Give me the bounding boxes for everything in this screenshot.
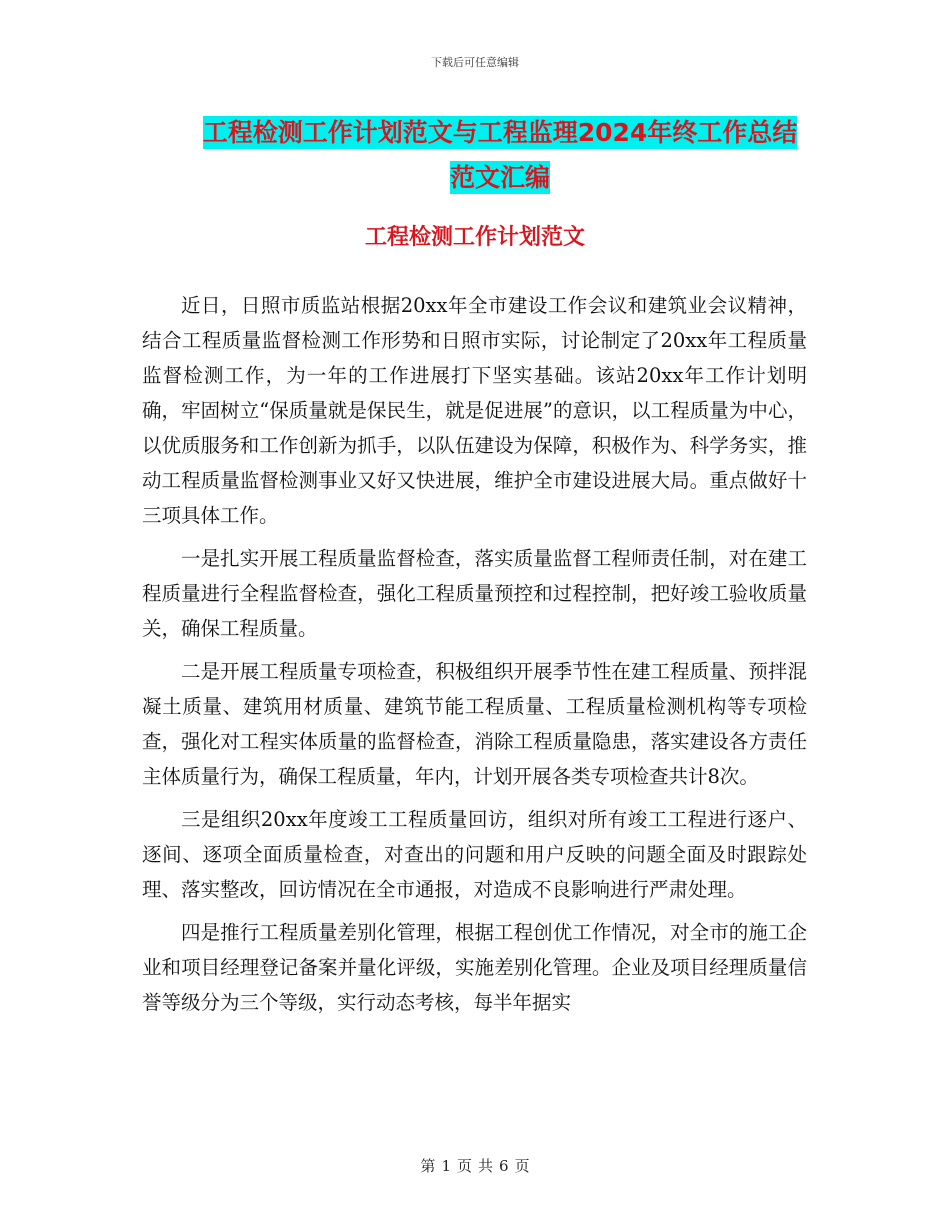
paragraph: 近日，日照市质监站根据20xx年全市建设工作会议和建筑业会议精神，结合工程质量监督检测工作形势和日照市实际，讨论制定了20xx年工程质量监督检测工作，为一年的工作进展打下坚实基础。该站20xx年工作计划明确，牢固树立“保质量就是保民生，就是促进展”的意识，以工程质量为中心，以优质服务和工作创新为抓手，以队伍建设为保障，积极作为、科学务实，推动工程质量监督检测事业又好又快进展，维护全市建设进展大局。重点做好十三项具体工作。 — [142, 294, 807, 527]
document-title-line2: 范文汇编 — [449, 163, 550, 192]
footer-page-label: 页 — [456, 1157, 472, 1175]
document-title — [140, 110, 860, 200]
body-text — [142, 288, 807, 1028]
footer-total-label: 共 — [478, 1157, 494, 1175]
header-note: 下载后可任意编辑 — [431, 56, 519, 69]
section-title: 工程检测工作计划范文 — [364, 225, 585, 250]
footer-page-current: 1 — [441, 1157, 451, 1175]
paragraph: 二是开展工程质量专项检查，积极组织开展季节性在建工程质量、预拌混凝土质量、建筑用材质量、建筑节能工程质量、工程质量检测机构等专项检查，强化对工程实体质量的监督检查，消除工程质量隐患，落实建设各方责任主体质量行为，确保工程质量，年内，计划开展各类专项检查共计8次。 — [142, 660, 807, 788]
footer-prefix: 第 — [420, 1157, 436, 1175]
paragraph: 三是组织20xx年度竣工工程质量回访，组织对所有竣工工程进行逐户、逐间、逐项全面质量检查，对查出的问题和用户反映的问题全面及时跟踪处理、落实整改，回访情况在全市通报，对造成不良影响进行严肃处理。 — [142, 808, 807, 901]
footer-page-total: 6 — [499, 1157, 509, 1175]
footer-suffix: 页 — [514, 1157, 530, 1175]
paragraph: 一是扎实开展工程质量监督检查，落实质量监督工程师责任制，对在建工程质量进行全程监督检查，强化工程质量预控和过程控制，把好竣工验收质量关，确保工程质量。 — [142, 547, 807, 640]
paragraph: 四是推行工程质量差别化管理，根据工程创优工作情况，对全市的施工企业和项目经理登记备案并量化评级，实施差别化管理。企业及项目经理质量信誉等级分为三个等级，实行动态考核，每半年据实 — [142, 921, 807, 1014]
page-footer — [0, 1155, 950, 1176]
document-title-line1: 工程检测工作计划范文与工程监理2024年终工作总结 — [202, 118, 798, 147]
